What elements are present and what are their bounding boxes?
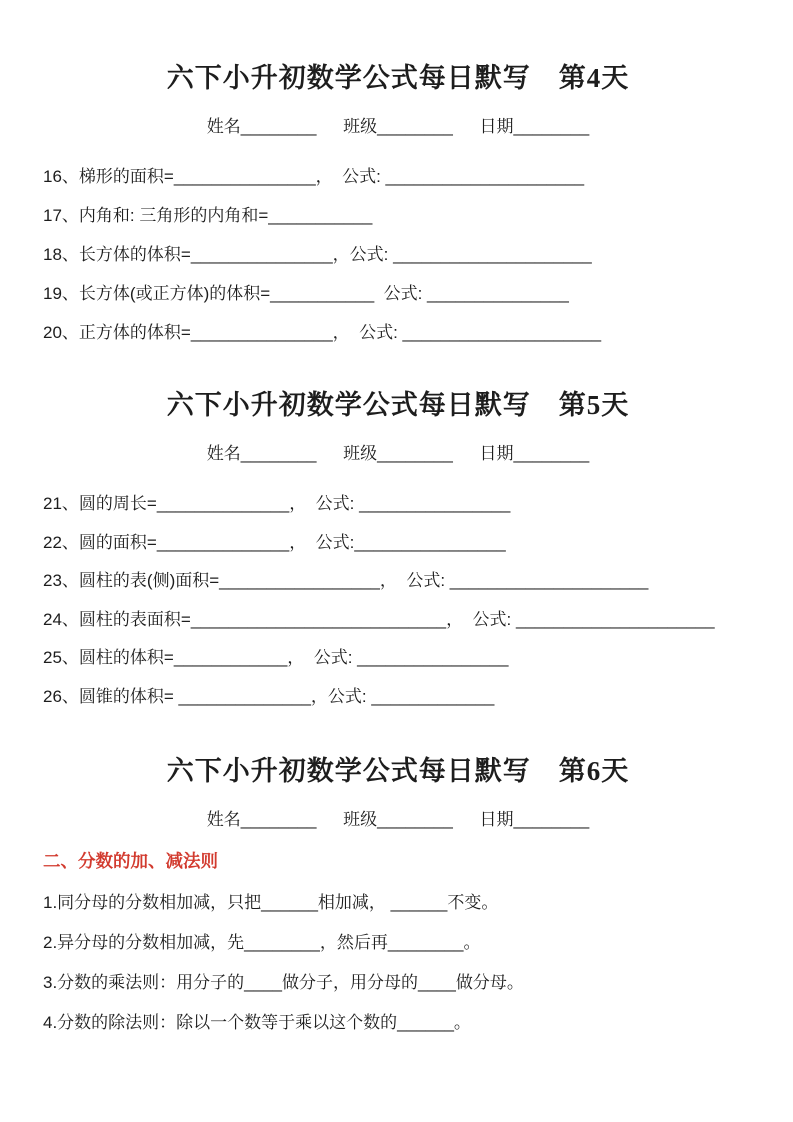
rule-list [43, 890, 753, 1036]
name-class-date-row [43, 807, 753, 833]
worksheet-title-day-6: 六下小升初数学公式每日默写 第6天 [166, 755, 630, 786]
question-line-22: 22、圆的面积=______________， 公式:________________ [43, 532, 506, 552]
section-day-4 [43, 58, 753, 346]
question-line-25: 25、圆柱的体积=____________， 公式: ________________ [43, 648, 509, 667]
rule-line-1: 1.同分母的分数相加减，只把______相加减， ______不变。 [43, 892, 499, 912]
question-line-23: 23、圆柱的表(侧)面积=_________________， 公式: _____________________ [43, 571, 649, 590]
question-line-26: 26、圆锥的体积= ______________，公式: _____________ [43, 686, 495, 706]
class-field: 班级________ [343, 117, 453, 136]
rule-line-4: 4.分数的除法则：除以一个数等于乘以这个数的______。 [43, 1012, 471, 1032]
question-line-24: 24、圆柱的表面积=___________________________， 公式: _____________________ [43, 609, 715, 629]
fraction-rules-heading: 二、分数的加、减法则 [43, 850, 218, 871]
worksheet-title-day-4: 六下小升初数学公式每日默写 第4天 [166, 63, 630, 93]
question-line-21: 21、圆的周长=______________， 公式: ________________ [43, 494, 511, 513]
question-list [43, 491, 753, 710]
section-day-6 [43, 751, 753, 1036]
name-field: 姓名________ [206, 809, 317, 829]
class-field: 班级________ [343, 809, 453, 829]
date-field: 日期________ [479, 809, 590, 829]
date-field: 日期________ [479, 444, 590, 463]
name-class-date-row [43, 114, 753, 140]
rule-line-2: 2.异分母的分数相加减，先________，然后再________。 [43, 932, 481, 952]
date-field: 日期________ [479, 117, 590, 136]
question-list [43, 164, 753, 346]
class-field: 班级________ [343, 444, 453, 463]
name-class-date-row [43, 441, 753, 467]
rule-line-3: 3.分数的乘法则：用分子的____做分子，用分母的____做分母。 [43, 972, 524, 992]
question-line-17: 17、内角和: 三角形的内角和=___________ [43, 206, 373, 225]
question-line-20: 20、正方体的体积=_______________， 公式: _____________________ [43, 323, 602, 342]
question-line-19: 19、长方体(或正方体)的体积=___________ 公式: _______________ [43, 284, 569, 303]
question-line-16: 16、梯形的面积=_______________， 公式: _____________________ [43, 167, 585, 186]
question-line-18: 18、长方体的体积=_______________，公式: _____________________ [43, 245, 592, 264]
name-field: 姓名________ [206, 117, 317, 136]
section-day-5 [43, 385, 753, 710]
worksheet-title-day-5: 六下小升初数学公式每日默写 第5天 [166, 390, 630, 420]
name-field: 姓名________ [206, 444, 317, 463]
